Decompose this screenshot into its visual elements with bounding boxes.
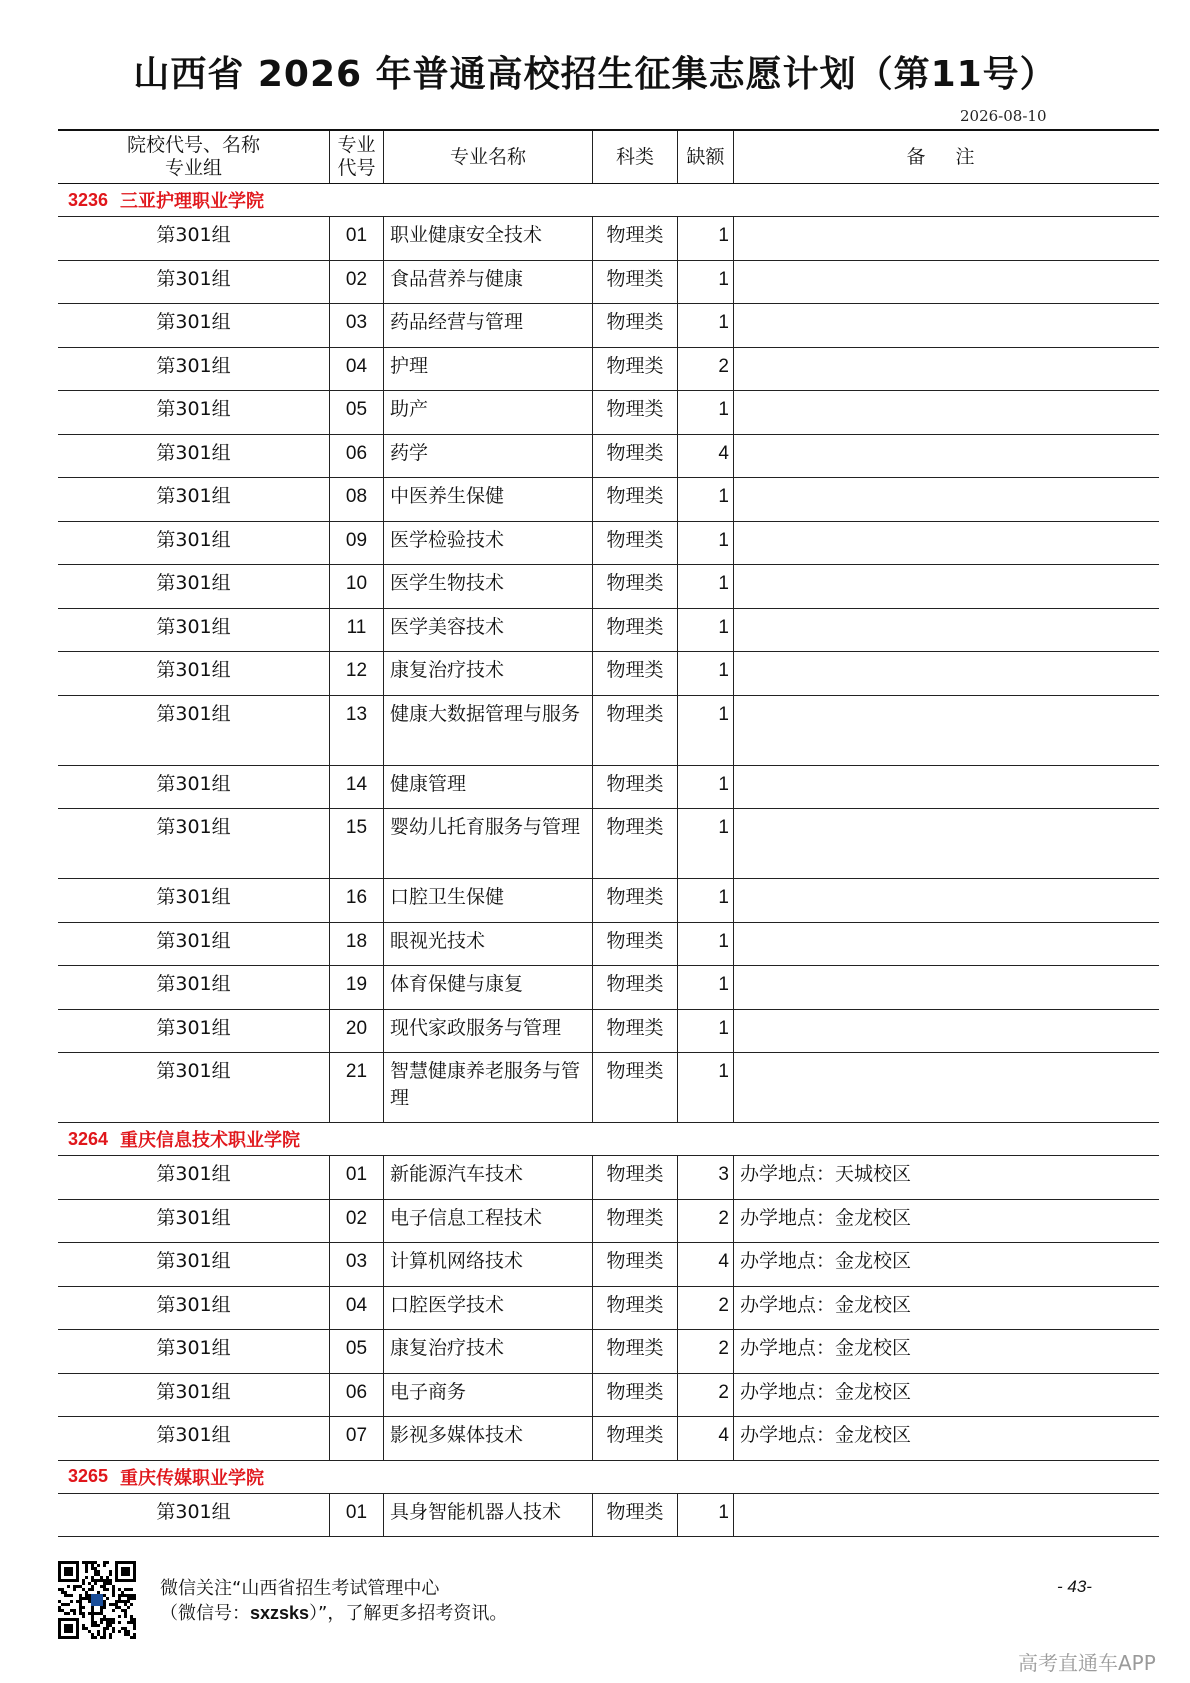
cell-category: 物理类 — [592, 609, 677, 652]
cell-remark — [733, 766, 1159, 809]
cell-category: 物理类 — [592, 348, 677, 391]
cell-major-code: 07 — [329, 1417, 383, 1460]
table-row — [58, 1010, 1159, 1054]
cell-quota: 1 — [677, 809, 733, 878]
cell-category: 物理类 — [592, 391, 677, 434]
header-school: 院校代号、名称 专业组 — [126, 134, 260, 179]
table-row — [58, 766, 1159, 810]
table-row — [58, 435, 1159, 479]
school-code: 3264 — [68, 1128, 109, 1149]
cell-group: 第301组 — [156, 1163, 231, 1185]
cell-quota: 1 — [677, 879, 733, 922]
school-header — [58, 184, 1159, 217]
cell-quota: 2 — [677, 1374, 733, 1417]
cell-remark — [733, 565, 1159, 608]
cell-major-code: 20 — [329, 1010, 383, 1053]
page-title: 山西省 2026 年普通高校招生征集志愿计划（第11号） — [133, 54, 1057, 95]
table-row — [58, 304, 1159, 348]
school-name: 三亚护理职业学院 — [120, 191, 265, 212]
footer-note — [160, 1576, 507, 1626]
cell-remark — [733, 435, 1159, 478]
enrollment-table — [58, 129, 1159, 1537]
cell-remark: 办学地点：金龙校区 — [733, 1330, 1159, 1373]
cell-remark: 办学地点：金龙校区 — [733, 1374, 1159, 1417]
cell-group: 第301组 — [156, 267, 231, 290]
header-major-name: 专业名称 — [383, 131, 592, 183]
cell-quota: 4 — [677, 1417, 733, 1460]
table-row — [58, 391, 1159, 435]
cell-quota: 1 — [677, 478, 733, 521]
cell-major-code: 11 — [329, 609, 383, 652]
table-row — [58, 348, 1159, 392]
qr-code-icon — [58, 1561, 136, 1639]
cell-category: 物理类 — [592, 1200, 677, 1243]
cell-group: 第301组 — [156, 816, 231, 838]
header-remark: 备 注 — [733, 131, 1159, 183]
cell-category: 物理类 — [592, 478, 677, 521]
cell-major-name: 康复治疗技术 — [383, 1330, 592, 1373]
table-row — [58, 696, 1159, 766]
school-header — [58, 1123, 1159, 1156]
cell-remark — [733, 879, 1159, 922]
cell-major-name: 电子商务 — [383, 1374, 592, 1417]
table-row — [58, 1243, 1159, 1287]
cell-group: 第301组 — [156, 572, 231, 594]
cell-category: 物理类 — [592, 304, 677, 347]
cell-group: 第301组 — [156, 1500, 231, 1523]
table-row — [58, 966, 1159, 1010]
cell-major-name: 具身智能机器人技术 — [383, 1494, 592, 1537]
cell-category: 物理类 — [592, 879, 677, 922]
cell-quota: 1 — [677, 1494, 733, 1537]
school-code: 3236 — [68, 189, 109, 210]
cell-major-code: 18 — [329, 923, 383, 966]
cell-major-name: 现代家政服务与管理 — [383, 1010, 592, 1053]
cell-quota: 1 — [677, 391, 733, 434]
cell-remark — [733, 966, 1159, 1009]
cell-category: 物理类 — [592, 1417, 677, 1460]
cell-remark — [733, 1053, 1159, 1122]
cell-major-name: 药品经营与管理 — [383, 304, 592, 347]
table-row — [58, 1200, 1159, 1244]
cell-major-code: 12 — [329, 652, 383, 695]
cell-quota: 1 — [677, 696, 733, 765]
cell-group: 第301组 — [156, 311, 231, 333]
cell-category: 物理类 — [592, 1374, 677, 1417]
cell-major-name: 计算机网络技术 — [383, 1243, 592, 1286]
cell-remark: 办学地点：金龙校区 — [733, 1243, 1159, 1286]
cell-major-name: 健康大数据管理与服务 — [383, 696, 592, 765]
table-row — [58, 1417, 1159, 1461]
footer-line-1: 微信关注“山西省招生考试管理中心 — [160, 1578, 440, 1599]
cell-major-name: 职业健康安全技术 — [383, 217, 592, 260]
cell-category: 物理类 — [592, 809, 677, 878]
cell-quota: 1 — [677, 609, 733, 652]
table-row — [58, 565, 1159, 609]
cell-major-code: 15 — [329, 809, 383, 878]
cell-major-name: 眼视光技术 — [383, 923, 592, 966]
cell-category: 物理类 — [592, 1156, 677, 1199]
cell-group: 第301组 — [156, 1293, 231, 1316]
cell-major-code: 02 — [329, 1200, 383, 1243]
cell-category: 物理类 — [592, 923, 677, 966]
cell-quota: 4 — [677, 435, 733, 478]
table-row — [58, 652, 1159, 696]
cell-major-code: 04 — [329, 1287, 383, 1330]
cell-major-name: 口腔卫生保健 — [383, 879, 592, 922]
cell-major-code: 19 — [329, 966, 383, 1009]
cell-quota: 4 — [677, 1243, 733, 1286]
cell-group: 第301组 — [156, 702, 231, 725]
table-row — [58, 261, 1159, 305]
cell-remark — [733, 696, 1159, 765]
school-name: 重庆传媒职业学院 — [120, 1467, 265, 1489]
cell-major-name: 婴幼儿托育服务与管理 — [383, 809, 592, 878]
cell-major-name: 中医养生保健 — [383, 478, 592, 521]
cell-quota: 1 — [677, 304, 733, 347]
cell-major-name: 口腔医学技术 — [383, 1287, 592, 1330]
cell-major-code: 14 — [329, 766, 383, 809]
cell-major-name: 护理 — [383, 348, 592, 391]
cell-major-code: 03 — [329, 304, 383, 347]
cell-remark: 办学地点：金龙校区 — [733, 1417, 1159, 1460]
footer-line-2: （微信号：sxzsks）”，了解更多招考资讯。 — [160, 1603, 508, 1624]
school-header — [58, 1461, 1159, 1494]
header-major-code: 专业 代号 — [329, 131, 383, 183]
cell-group: 第301组 — [156, 929, 231, 952]
table-row — [58, 879, 1159, 923]
cell-group: 第301组 — [156, 1337, 231, 1359]
cell-group: 第301组 — [156, 398, 231, 420]
cell-group: 第301组 — [156, 615, 231, 638]
cell-major-name: 助产 — [383, 391, 592, 434]
cell-major-code: 04 — [329, 348, 383, 391]
table-row — [58, 1374, 1159, 1418]
cell-quota: 2 — [677, 1330, 733, 1373]
table-row — [58, 809, 1159, 879]
cell-quota: 1 — [677, 1010, 733, 1053]
cell-major-code: 09 — [329, 522, 383, 565]
cell-major-code: 21 — [329, 1053, 383, 1122]
cell-major-code: 01 — [329, 1494, 383, 1537]
cell-category: 物理类 — [592, 261, 677, 304]
cell-major-name: 新能源汽车技术 — [383, 1156, 592, 1199]
cell-quota: 1 — [677, 217, 733, 260]
table-row — [58, 522, 1159, 566]
cell-quota: 1 — [677, 261, 733, 304]
cell-major-name: 康复治疗技术 — [383, 652, 592, 695]
cell-major-name: 医学检验技术 — [383, 522, 592, 565]
cell-major-code: 08 — [329, 478, 383, 521]
cell-remark — [733, 304, 1159, 347]
cell-major-name: 智慧健康养老服务与管理 — [383, 1053, 592, 1122]
cell-quota: 1 — [677, 966, 733, 1009]
cell-group: 第301组 — [156, 224, 231, 246]
cell-quota: 2 — [677, 1200, 733, 1243]
table-row — [58, 217, 1159, 261]
cell-major-name: 食品营养与健康 — [383, 261, 592, 304]
header-category: 科类 — [592, 131, 677, 183]
cell-quota: 1 — [677, 565, 733, 608]
cell-major-name: 医学生物技术 — [383, 565, 592, 608]
cell-group: 第301组 — [156, 1380, 231, 1403]
cell-group: 第301组 — [156, 772, 231, 795]
table-row — [58, 1287, 1159, 1331]
cell-group: 第301组 — [156, 485, 231, 507]
table-row — [58, 1494, 1159, 1538]
cell-major-code: 01 — [329, 217, 383, 260]
cell-group: 第301组 — [156, 886, 231, 908]
cell-group: 第301组 — [156, 1424, 231, 1446]
cell-remark: 办学地点：天城校区 — [733, 1156, 1159, 1199]
cell-remark — [733, 348, 1159, 391]
cell-major-code: 06 — [329, 1374, 383, 1417]
cell-quota: 2 — [677, 348, 733, 391]
table-row — [58, 478, 1159, 522]
cell-category: 物理类 — [592, 565, 677, 608]
cell-category: 物理类 — [592, 1243, 677, 1286]
watermark: 高考直通车APP — [1018, 1651, 1156, 1675]
publish-date: 2026-08-10 — [960, 107, 1047, 125]
cell-major-code: 13 — [329, 696, 383, 765]
table-row — [58, 1156, 1159, 1200]
cell-remark — [733, 923, 1159, 966]
cell-remark — [733, 522, 1159, 565]
cell-category: 物理类 — [592, 1287, 677, 1330]
cell-major-code: 16 — [329, 879, 383, 922]
cell-major-code: 01 — [329, 1156, 383, 1199]
cell-remark — [733, 1494, 1159, 1537]
cell-group: 第301组 — [156, 659, 231, 681]
cell-category: 物理类 — [592, 1010, 677, 1053]
cell-major-code: 05 — [329, 391, 383, 434]
cell-remark — [733, 478, 1159, 521]
cell-group: 第301组 — [156, 973, 231, 995]
cell-category: 物理类 — [592, 696, 677, 765]
cell-major-name: 药学 — [383, 435, 592, 478]
cell-group: 第301组 — [156, 354, 231, 377]
school-code: 3265 — [68, 1466, 109, 1486]
cell-major-code: 02 — [329, 261, 383, 304]
table-header — [58, 129, 1159, 184]
cell-remark — [733, 609, 1159, 652]
header-quota: 缺额 — [677, 131, 733, 183]
cell-remark — [733, 217, 1159, 260]
cell-group: 第301组 — [156, 1206, 231, 1229]
cell-group: 第301组 — [156, 1060, 231, 1082]
table-row — [58, 923, 1159, 967]
cell-remark — [733, 652, 1159, 695]
cell-major-code: 05 — [329, 1330, 383, 1373]
cell-major-code: 03 — [329, 1243, 383, 1286]
cell-major-code: 10 — [329, 565, 383, 608]
cell-major-name: 电子信息工程技术 — [383, 1200, 592, 1243]
cell-category: 物理类 — [592, 1330, 677, 1373]
cell-category: 物理类 — [592, 652, 677, 695]
cell-category: 物理类 — [592, 217, 677, 260]
cell-remark: 办学地点：金龙校区 — [733, 1287, 1159, 1330]
table-body — [58, 184, 1159, 1537]
cell-major-name: 影视多媒体技术 — [383, 1417, 592, 1460]
school-name: 重庆信息技术职业学院 — [120, 1130, 301, 1151]
cell-quota: 1 — [677, 1053, 733, 1122]
cell-group: 第301组 — [156, 528, 231, 551]
cell-major-name: 医学美容技术 — [383, 609, 592, 652]
cell-category: 物理类 — [592, 1494, 677, 1537]
cell-category: 物理类 — [592, 1053, 677, 1122]
cell-remark — [733, 1010, 1159, 1053]
cell-category: 物理类 — [592, 966, 677, 1009]
cell-quota: 1 — [677, 652, 733, 695]
cell-major-code: 06 — [329, 435, 383, 478]
cell-remark: 办学地点：金龙校区 — [733, 1200, 1159, 1243]
cell-category: 物理类 — [592, 435, 677, 478]
table-row — [58, 609, 1159, 653]
cell-group: 第301组 — [156, 1016, 231, 1039]
cell-category: 物理类 — [592, 522, 677, 565]
cell-category: 物理类 — [592, 766, 677, 809]
cell-remark — [733, 261, 1159, 304]
cell-major-name: 健康管理 — [383, 766, 592, 809]
cell-remark — [733, 809, 1159, 878]
cell-quota: 1 — [677, 923, 733, 966]
cell-quota: 3 — [677, 1156, 733, 1199]
cell-group: 第301组 — [156, 1250, 231, 1272]
cell-remark — [733, 391, 1159, 434]
cell-group: 第301组 — [156, 441, 231, 464]
cell-major-name: 体育保健与康复 — [383, 966, 592, 1009]
table-row — [58, 1330, 1159, 1374]
table-row — [58, 1053, 1159, 1123]
cell-quota: 1 — [677, 522, 733, 565]
page-number: - 43- — [1057, 1577, 1092, 1596]
cell-quota: 1 — [677, 766, 733, 809]
cell-quota: 2 — [677, 1287, 733, 1330]
